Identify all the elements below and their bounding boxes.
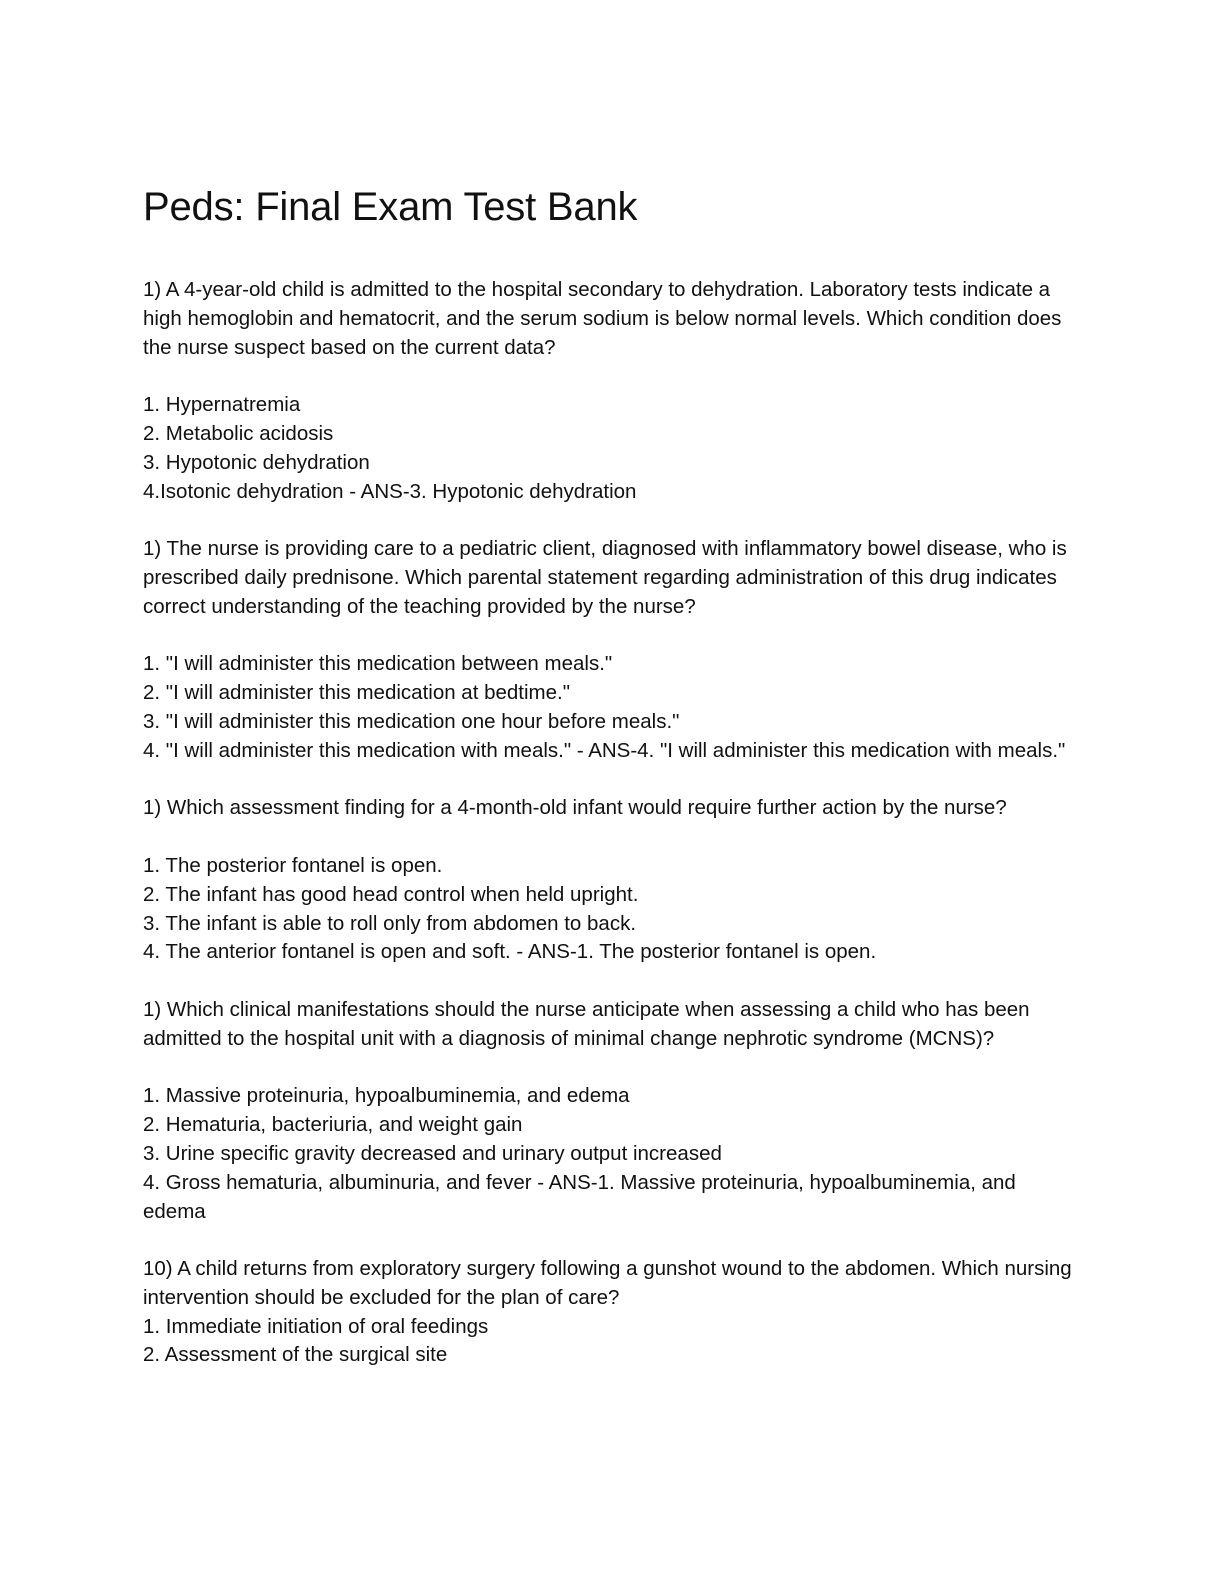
question-stem: 1) Which clinical manifestations should the nurse anticipate when assessing a child who has been admitted to the hospital unit with a diagnosis of minimal change nephrotic syndrome (MCNS)? — [143, 997, 1030, 1050]
answer-option: 3. The infant is able to roll only from abdomen to back. — [143, 911, 637, 935]
answer-option: 3. Urine specific gravity decreased and urinary output increased — [143, 1141, 722, 1165]
answer-option-with-key: 4. "I will administer this medication with meals." - ANS-4. "I will administer this medication with meals." — [143, 738, 1066, 762]
answer-option: 2. The infant has good head control when held upright. — [143, 882, 639, 906]
spacer — [143, 362, 1083, 391]
spacer — [143, 823, 1083, 852]
document-title: Peds: Final Exam Test Bank — [143, 185, 638, 229]
question-stem: 1) Which assessment finding for a 4-month-old infant would require further action by the nurse? — [143, 796, 1007, 820]
question-block — [143, 276, 1083, 506]
spacer — [143, 766, 1083, 795]
answer-option: 1. Hypernatremia — [143, 393, 301, 417]
question-block — [143, 996, 1083, 1226]
answer-option: 3. Hypotonic dehydration — [143, 450, 370, 474]
answer-option: 1. Immediate initiation of oral feedings — [143, 1314, 489, 1338]
spacer — [143, 1226, 1083, 1255]
question-stem: 1) A 4-year-old child is admitted to the hospital secondary to dehydration. Laboratory tests indicate a high hemoglobin and hematocrit, and the serum sodium is below normal levels. Which condition does the nurse suspect based on the current data? — [143, 278, 1062, 359]
question-block — [143, 1255, 1083, 1370]
spacer — [143, 622, 1083, 651]
answer-option: 2. "I will administer this medication at bedtime." — [143, 681, 571, 705]
spacer — [143, 967, 1083, 996]
answer-option: 1. "I will administer this medication between meals." — [143, 652, 613, 676]
question-block — [143, 535, 1083, 765]
answer-option: 3. "I will administer this medication one hour before meals." — [143, 709, 680, 733]
answer-option: 1. Massive proteinuria, hypoalbuminemia, and edema — [143, 1084, 630, 1108]
question-stem: 10) A child returns from exploratory surgery following a gunshot wound to the abdomen. Which nursing intervention should be excluded for the plan of care? — [143, 1257, 1072, 1309]
answer-option-with-key: 4.Isotonic dehydration - ANS-3. Hypotonic dehydration — [143, 479, 637, 503]
question-list — [143, 276, 1083, 1370]
answer-option-with-key: 4. Gross hematuria, albuminuria, and fever - ANS-1. Massive proteinuria, hypoalbuminemia, and edema — [143, 1170, 1016, 1223]
answer-option: 2. Metabolic acidosis — [143, 421, 334, 445]
document-content — [143, 185, 1083, 1370]
answer-option: 2. Assessment of the surgical site — [143, 1343, 448, 1367]
question-block — [143, 794, 1083, 967]
answer-option-with-key: 4. The anterior fontanel is open and soft. - ANS-1. The posterior fontanel is open. — [143, 940, 877, 964]
answer-option: 2. Hematuria, bacteriuria, and weight gain — [143, 1113, 523, 1137]
spacer — [143, 1054, 1083, 1083]
question-stem: 1) The nurse is providing care to a pediatric client, diagnosed with inflammatory bowel disease, who is prescribed daily prednisone. Which parental statement regarding administration of this drug indicates correct understanding of the teaching provided by the nurse? — [143, 537, 1067, 618]
answer-option: 1. The posterior fontanel is open. — [143, 853, 443, 877]
spacer — [143, 506, 1083, 535]
